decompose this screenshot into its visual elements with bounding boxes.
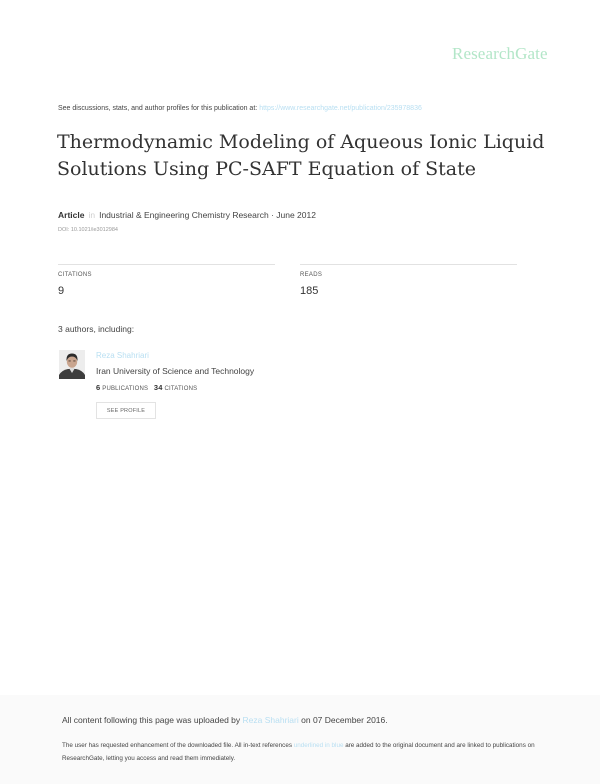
citations-divider bbox=[58, 264, 275, 265]
publication-type: Article bbox=[58, 210, 85, 220]
paper-title: Thermodynamic Modeling of Aqueous Ionic Liquid Solutions Using PC-SAFT Equation of State bbox=[57, 131, 545, 180]
uploader-link[interactable]: Reza Shahriari bbox=[242, 715, 299, 725]
citations-count: 9 bbox=[58, 285, 65, 297]
see-profile-button[interactable]: SEE PROFILE bbox=[96, 402, 156, 419]
enhancement-notice bbox=[62, 739, 542, 765]
author-publications-label: PUBLICATIONS bbox=[102, 386, 149, 392]
upload-notice bbox=[62, 715, 388, 725]
author-citations-count: 34 bbox=[153, 383, 163, 392]
publication-meta bbox=[58, 210, 316, 220]
publication-url-link[interactable]: https://www.researchgate.net/publication/235978836 bbox=[259, 105, 422, 112]
person-avatar-icon[interactable] bbox=[59, 350, 85, 379]
author-affiliation: Iran University of Science and Technology bbox=[96, 366, 255, 376]
journal-date: Industrial & Engineering Chemistry Research · June 2012 bbox=[99, 210, 316, 220]
author-stats bbox=[96, 383, 197, 392]
underlined-link[interactable]: underlined in blue bbox=[293, 742, 344, 749]
reads-count: 185 bbox=[300, 285, 319, 297]
researchgate-logo[interactable]: ResearchGate bbox=[452, 44, 548, 63]
authors-heading: 3 authors, including: bbox=[58, 324, 135, 334]
meta-separator: in bbox=[88, 210, 96, 220]
discussion-notice bbox=[58, 105, 422, 112]
note-prefix: The user has requested enhancement of the downloaded file. All in-text references bbox=[62, 742, 292, 749]
author-name-link[interactable]: Reza Shahriari bbox=[96, 351, 149, 360]
author-citations-label: CITATIONS bbox=[164, 386, 198, 392]
doi: DOI: 10.1021/ie3012984 bbox=[58, 227, 118, 233]
reads-divider bbox=[300, 264, 517, 265]
footer bbox=[0, 695, 600, 784]
upload-suffix: on 07 December 2016. bbox=[301, 715, 388, 725]
citations-label: CITATIONS bbox=[58, 272, 92, 278]
author-publications-count: 6 bbox=[96, 383, 101, 392]
discussion-text: See discussions, stats, and author profiles for this publication at: bbox=[58, 105, 258, 112]
note-suffix: are added to the original document and are linked to publications on ResearchGate, letting you access and read them immediately. bbox=[62, 742, 535, 762]
reads-label: READS bbox=[300, 272, 323, 278]
upload-prefix: All content following this page was uploaded by bbox=[62, 715, 241, 725]
